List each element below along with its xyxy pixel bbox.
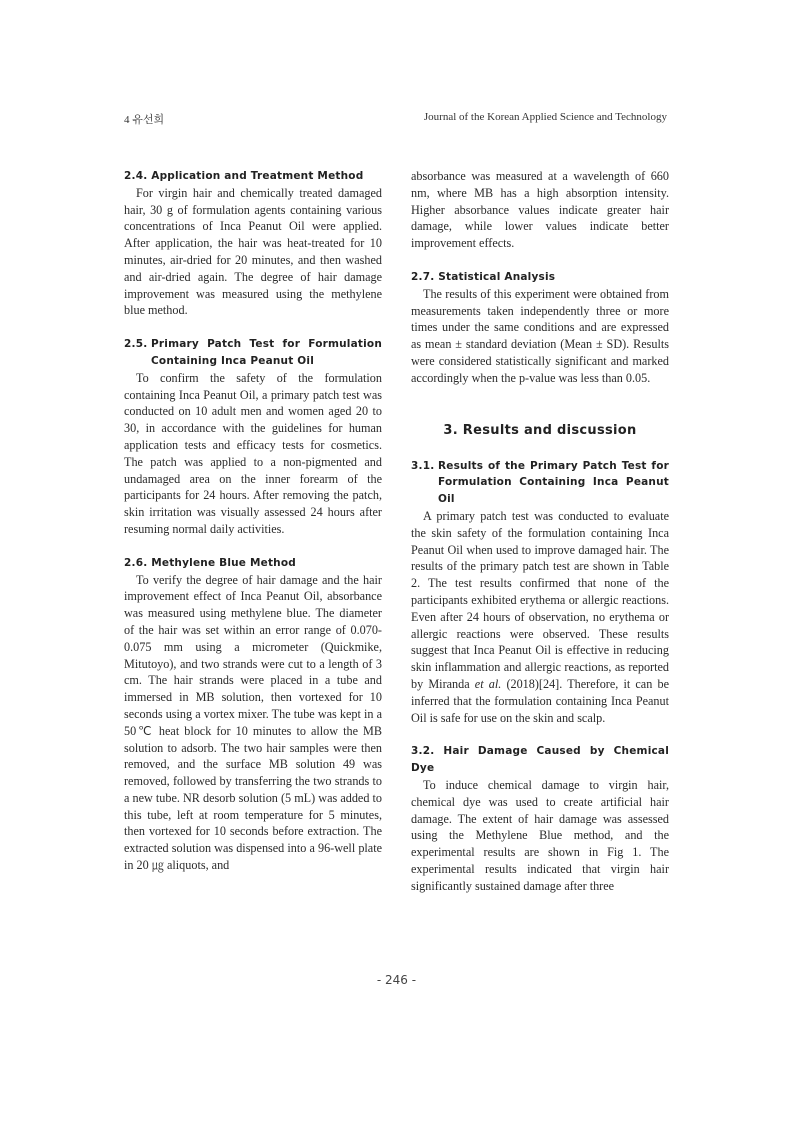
section-3-2-heading: 3.2. Hair Damage Caused by Chemical Dye (411, 745, 669, 775)
section-2-6-continued: absorbance was measured at a wavelength of 660 nm, where MB has a high absorption intensity. Higher absorbance values indicate greater hair damage, while lower values indicate better improvement effects. (411, 169, 669, 251)
section-3-heading: 3. Results and discussion (443, 422, 637, 438)
spacer (411, 252, 669, 269)
page-number: - 246 - (376, 973, 417, 987)
left-column (124, 168, 382, 874)
section-2-7-body: The results of this experiment were obtained from measurements taken independently three or more times under the same conditions and are expressed as mean ± standard deviation (Mean ± SD). Results were considered statistically significant and marked accordingly when the p-value was less than 0.05. (411, 286, 669, 385)
right-column (411, 168, 669, 894)
section-3-1-body (411, 508, 669, 726)
section-2-4-body: For virgin hair and chemically treated damaged hair, 30 g of formulation agents containing various concentrations of Inca Peanut Oil were applied. After application, the hair was heat-treated for 10 minutes, air-dried for 20 minutes, and then washed and air-dried again. The degree of hair damage improvement was measured using the methylene blue method. (124, 185, 382, 318)
section-2-5-number: 2.5. (124, 338, 148, 351)
spacer (124, 319, 382, 336)
section-2-5-title: Primary Patch Test for Formulation Containing Inca Peanut Oil (151, 338, 382, 367)
section-3-1-heading (411, 458, 669, 508)
section-3-1-number: 3.1. (411, 459, 435, 472)
section-3-1-body-part2: (2018)[24]. Therefore, it can be inferred that the formulation containing Inca Peanut Oil is safe for use on the skin and scalp. (411, 676, 669, 725)
section-3-1-body-part1: A primary patch test was conducted to evaluate the skin safety of the formulation containing Inca Peanut Oil when used to improve damaged hair. The results of the primary patch test are shown in Table 2. The test results confirmed that none of the participants exhibited erythema or allergic reactions. Even after 24 hours of observation, no erythema or allergic reactions were observed. These results suggest that Inca Peanut Oil is effective in reducing skin inflammation and allergic reactions, as reported by Miranda (411, 508, 669, 691)
section-2-5-heading (124, 336, 382, 370)
running-header (124, 111, 667, 127)
header-journal-title: Journal of the Korean Applied Science and Technology (423, 111, 667, 123)
section-2-6-body: To verify the degree of hair damage and the hair improvement effect of Inca Peanut Oil, absorbance was measured using methylene blue. The diameter of the hair was set within an error range of 0.070-0.075 mm using a micrometer (Quickmike, Mitutoyo), and two strands were cut to a length of 3 cm. The hair strands were placed in a tube and immersed in MB solution, then vortexed for 10 seconds using a vortex mixer. The tube was kept in a 50℃ heat block for 10 minutes to allow the MB solution to adsorb. The two hair samples were then removed, and the surface MB solution 49 was removed, followed by transferring the two strands to a new tube. NR desorb solution (5 mL) was added to this tube, left at room temperature for 5 minutes, then vortexed for 10 seconds before extraction. The extracted solution was dispensed into a 96-well plate in 20 ㎍ aliquots, and (124, 572, 382, 873)
section-2-5-body: To confirm the safety of the formulation containing Inca Peanut Oil, a primary patch test was conducted on 10 adult men and women aged 20 to 30, in accordance with the guidelines for human application tests and efficacy tests for cosmetics. The patch was applied to a non-pigmented and undamaged area on the inner forearm of the participants for 24 hours. After removing the patch, skin irritation was visually assessed 24 hours after resuming normal daily activities. (124, 370, 382, 536)
section-2-6-heading: 2.6. Methylene Blue Method (124, 556, 296, 569)
section-3-1-title: Results of the Primary Patch Test for Formulation Containing Inca Peanut Oil (438, 459, 669, 506)
spacer (411, 726, 669, 743)
header-page-label: 4 유선희 (124, 114, 165, 126)
section-2-7-heading: 2.7. Statistical Analysis (411, 270, 556, 283)
spacer (411, 387, 669, 421)
section-3-2-body: To induce chemical damage to virgin hair, chemical dye was used to create artificial hair damage. The extent of hair damage was assessed using the Methylene Blue method, and the experimental results are shown in Fig 1. The experimental results indicated that virgin hair significantly sustained damage after three (411, 777, 669, 893)
citation-et-al: et al. (474, 676, 502, 691)
spacer (124, 538, 382, 555)
section-2-4-heading: 2.4. Application and Treatment Method (124, 170, 364, 182)
spacer (411, 441, 669, 458)
